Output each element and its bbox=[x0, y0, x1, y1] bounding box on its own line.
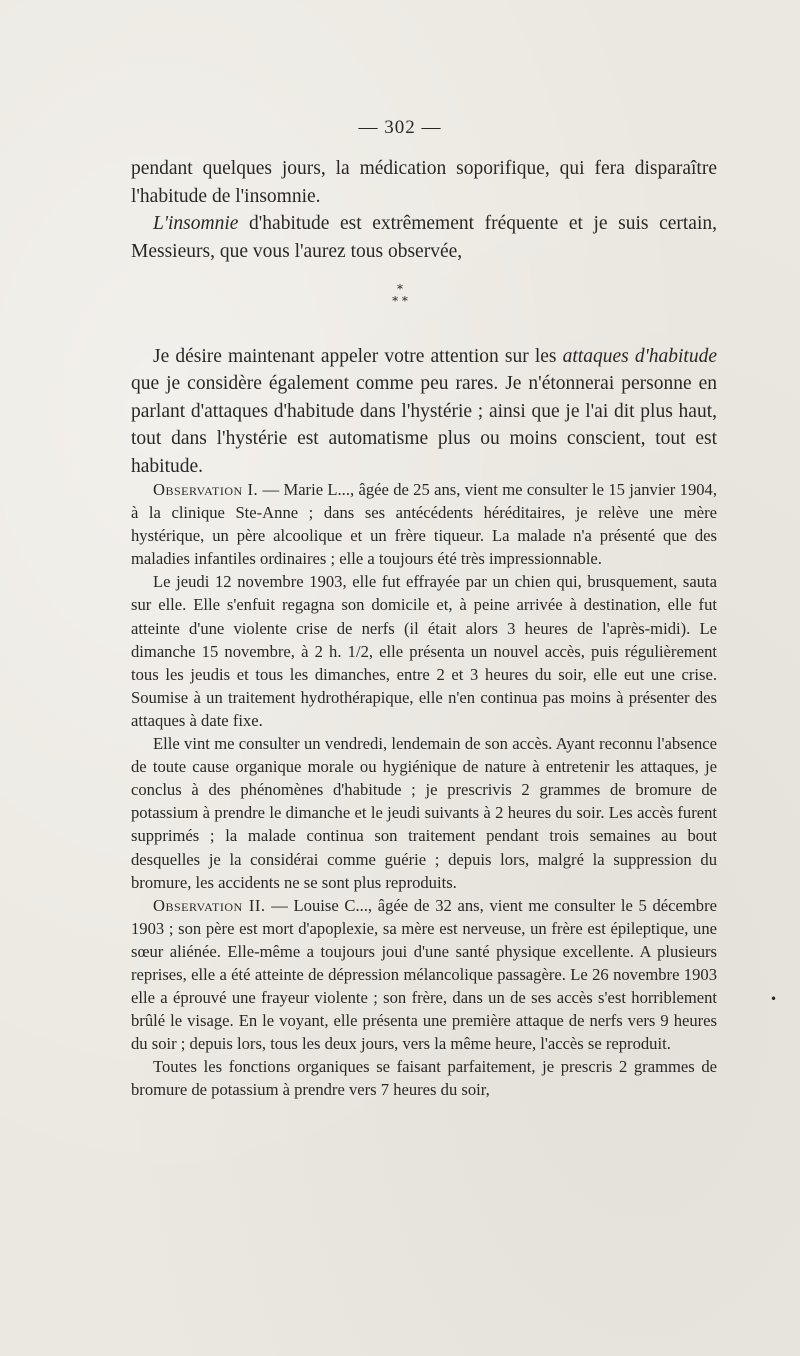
intro-paragraph-2-rest: d'habitude est extrêmement fréquente et je suis certain, Messieurs, que vous l'aurez tous observée, bbox=[131, 213, 717, 262]
intro-paragraph-2 bbox=[131, 210, 717, 265]
asterism-divider bbox=[0, 283, 800, 307]
asterism-top: * bbox=[397, 282, 403, 296]
section-paragraph-1 bbox=[131, 343, 717, 481]
page-number: — 302 — bbox=[358, 117, 442, 138]
observation-2-label: Observation II. bbox=[153, 895, 266, 915]
observation-2-paragraph-1 bbox=[131, 894, 717, 1056]
insomnie-italic: L'insomnie bbox=[153, 213, 239, 234]
attaques-habitude-italic: attaques d'habitude bbox=[562, 345, 717, 367]
intro-text bbox=[131, 155, 717, 265]
margin-mark: • bbox=[770, 992, 778, 1006]
observation-2-paragraph-2: Toutes les fonctions organiques se faisant parfaitement, je prescris 2 grammes de bromure de potassium à prendre vers 7 heures du soir, bbox=[131, 1057, 717, 1100]
section-p1-rest: que je considère également comme peu rares. Je n'étonnerai personne en parlant d'attaques d'habitude dans l'hystérie ; ainsi que je l'ai dit plus haut, tout dans l'hystérie est automatisme plus ou moins conscient, tout est habitude. bbox=[131, 373, 717, 477]
observation-1-label: Observation I. bbox=[153, 480, 259, 499]
section-p1-start: Je désire maintenant appeler votre attention sur les bbox=[153, 345, 563, 367]
observation-1-paragraph-1 bbox=[131, 478, 717, 570]
intro-paragraph-1: pendant quelques jours, la médication soporifique, qui fera disparaître l'habitude de l'insomnie. bbox=[131, 158, 717, 207]
observation-1-text: — Marie L..., âgée de 25 ans, vient me consulter le 15 janvier 1904, à la clinique Ste-Anne ; dans ses antécédents héréditaires, je relève une mère hystérique, un père alcoolique et un frère tiqueur. La malade n'a présenté que des maladies infantiles ordinaires ; elle a toujours été très impressionnable. bbox=[131, 480, 717, 569]
observation-1-paragraph-2: Le jeudi 12 novembre 1903, elle fut effrayée par un chien qui, brusquement, sauta sur elle. Elle s'enfuit regagna son domicile et, à peine arrivée à destination, elle fut atteinte d'une violente crise de nerfs (il était alors 3 heures de l'après-midi). Le dimanche 15 novembre, à 2 h. 1/2, elle présenta un nouvel accès, puis régulièrement tous les jeudis et tous les dimanches, entre 2 et 3 heures du soir, elle eut une crise. Soumise à un traitement hydrothérapique, elle n'en continua pas moins à présenter des attaques à date fixe. bbox=[131, 572, 717, 730]
observation-1-paragraph-3: Elle vint me consulter un vendredi, lendemain de son accès. Ayant reconnu l'absence de toute cause organique morale ou hygiénique de nature à entretenir les attaques, je conclus à des phénomènes d'habitude ; je prescrivis 2 grammes de bromure de potassium à prendre le dimanche et le jeudi suivants à 2 heures du soir. Les accès furent supprimés ; la malade continua son traitement pendant trois semaines au bout desquelles je la considérai comme guérie ; depuis lors, malgré la suppression du bromure, les accidents ne se sont plus reproduits. bbox=[131, 734, 717, 892]
observations-text bbox=[131, 478, 717, 1102]
asterism-bottom: * * bbox=[392, 294, 408, 308]
observation-2-text: — Louise C..., âgée de 32 ans, vient me consulter le 5 décembre 1903 ; son père est mort d'apoplexie, sa mère est nerveuse, un frère est épileptique, une sœur aliénée. Elle-même a toujours joui d'une santé physique excellente. A plusieurs reprises, elle a été atteinte de dépression mélancolique passagère. Le 26 novembre 1903 elle a éprouvé une frayeur violente ; son frère, dans un de ses accès s'est horriblement brûlé le visage. En le voyant, elle présenta une première attaque de nerfs vers 9 heures du soir ; depuis lors, tous les deux jours, vers la même heure, l'accès se reproduit. bbox=[131, 895, 717, 1054]
section-text bbox=[131, 323, 717, 500]
